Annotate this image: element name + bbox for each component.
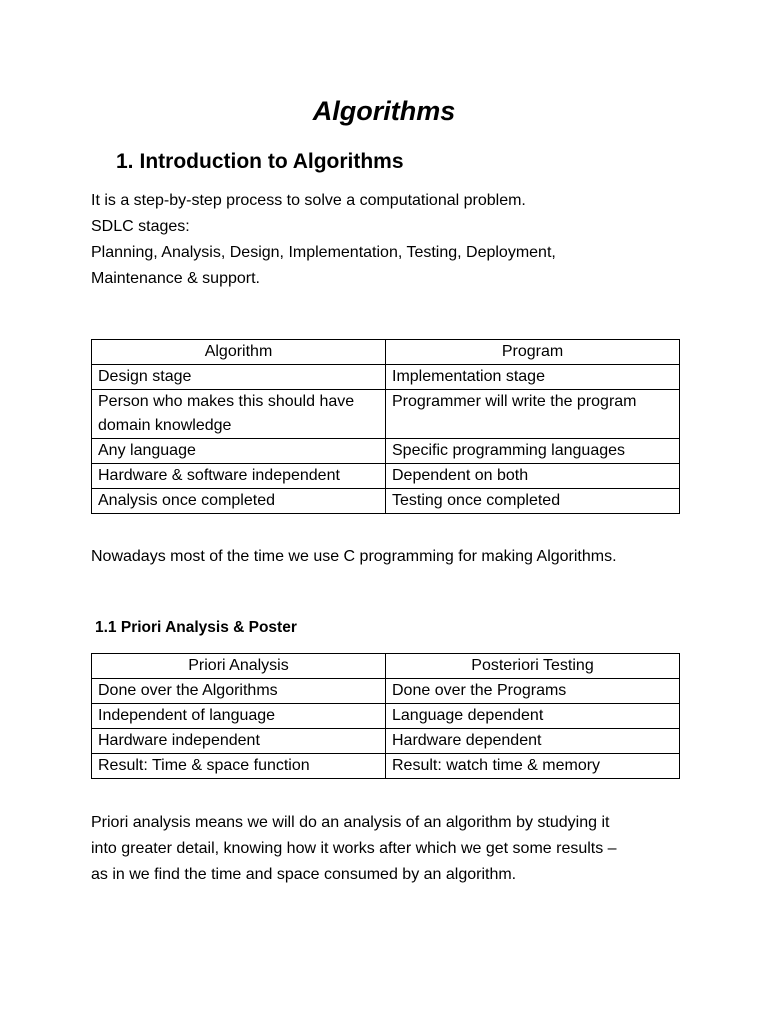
table-cell: Hardware independent — [92, 729, 386, 754]
table-header-cell: Posteriori Testing — [386, 654, 680, 679]
intro-line: Maintenance & support. — [91, 270, 260, 287]
table-row — [92, 729, 680, 754]
table-cell: Result: watch time & memory — [386, 754, 680, 779]
note-paragraph — [91, 544, 617, 570]
section-heading — [116, 150, 404, 174]
table-row — [92, 464, 680, 489]
closing-line: as in we find the time and space consumed by an algorithm. — [91, 866, 517, 883]
intro-line: It is a step-by-step process to solve a computational problem. — [91, 192, 526, 209]
subsection-heading: 1.1 Priori Analysis & Poster — [95, 619, 297, 636]
table-cell: Dependent on both — [386, 464, 680, 489]
table-cell: Testing once completed — [386, 489, 680, 514]
table-cell: Specific programming languages — [386, 439, 680, 464]
intro-line: Planning, Analysis, Design, Implementation, Testing, Deployment, — [91, 244, 556, 261]
table-cell: Programmer will write the program — [386, 390, 680, 439]
table-cell: Result: Time & space function — [92, 754, 386, 779]
table-row — [92, 704, 680, 729]
table-header-row — [92, 654, 680, 679]
table-cell: Hardware dependent — [386, 729, 680, 754]
table-cell: Done over the Algorithms — [92, 679, 386, 704]
table-cell: Done over the Programs — [386, 679, 680, 704]
table-cell: Design stage — [92, 365, 386, 390]
table-row — [92, 365, 680, 390]
table-cell: Implementation stage — [386, 365, 680, 390]
table-row — [92, 754, 680, 779]
table-header-cell: Priori Analysis — [92, 654, 386, 679]
table-header-cell: Program — [386, 340, 680, 365]
closing-line: Priori analysis means we will do an analysis of an algorithm by studying it — [91, 814, 610, 831]
closing-line: into greater detail, knowing how it works after which we get some results – — [91, 840, 617, 857]
table-cell: Any language — [92, 439, 386, 464]
table-row — [92, 489, 680, 514]
page-title: Algorithms — [312, 96, 456, 126]
priori-vs-posteriori-table — [91, 653, 680, 779]
table-row — [92, 679, 680, 704]
table-cell: Analysis once completed — [92, 489, 386, 514]
closing-paragraph — [91, 810, 617, 888]
algorithm-vs-program-table — [91, 339, 680, 514]
table-cell: Person who makes this should have domain knowledge — [92, 390, 386, 439]
intro-paragraph — [91, 188, 556, 292]
table-cell: Hardware & software independent — [92, 464, 386, 489]
table-cell: Independent of language — [92, 704, 386, 729]
section-title: Introduction to Algorithms — [139, 150, 404, 173]
table-row — [92, 390, 680, 439]
table-row — [92, 439, 680, 464]
note-line: Nowadays most of the time we use C programming for making Algorithms. — [91, 548, 617, 565]
table-header-cell: Algorithm — [92, 340, 386, 365]
section-number: 1. — [116, 150, 134, 173]
intro-line: SDLC stages: — [91, 218, 190, 235]
table-cell: Language dependent — [386, 704, 680, 729]
table-header-row — [92, 340, 680, 365]
